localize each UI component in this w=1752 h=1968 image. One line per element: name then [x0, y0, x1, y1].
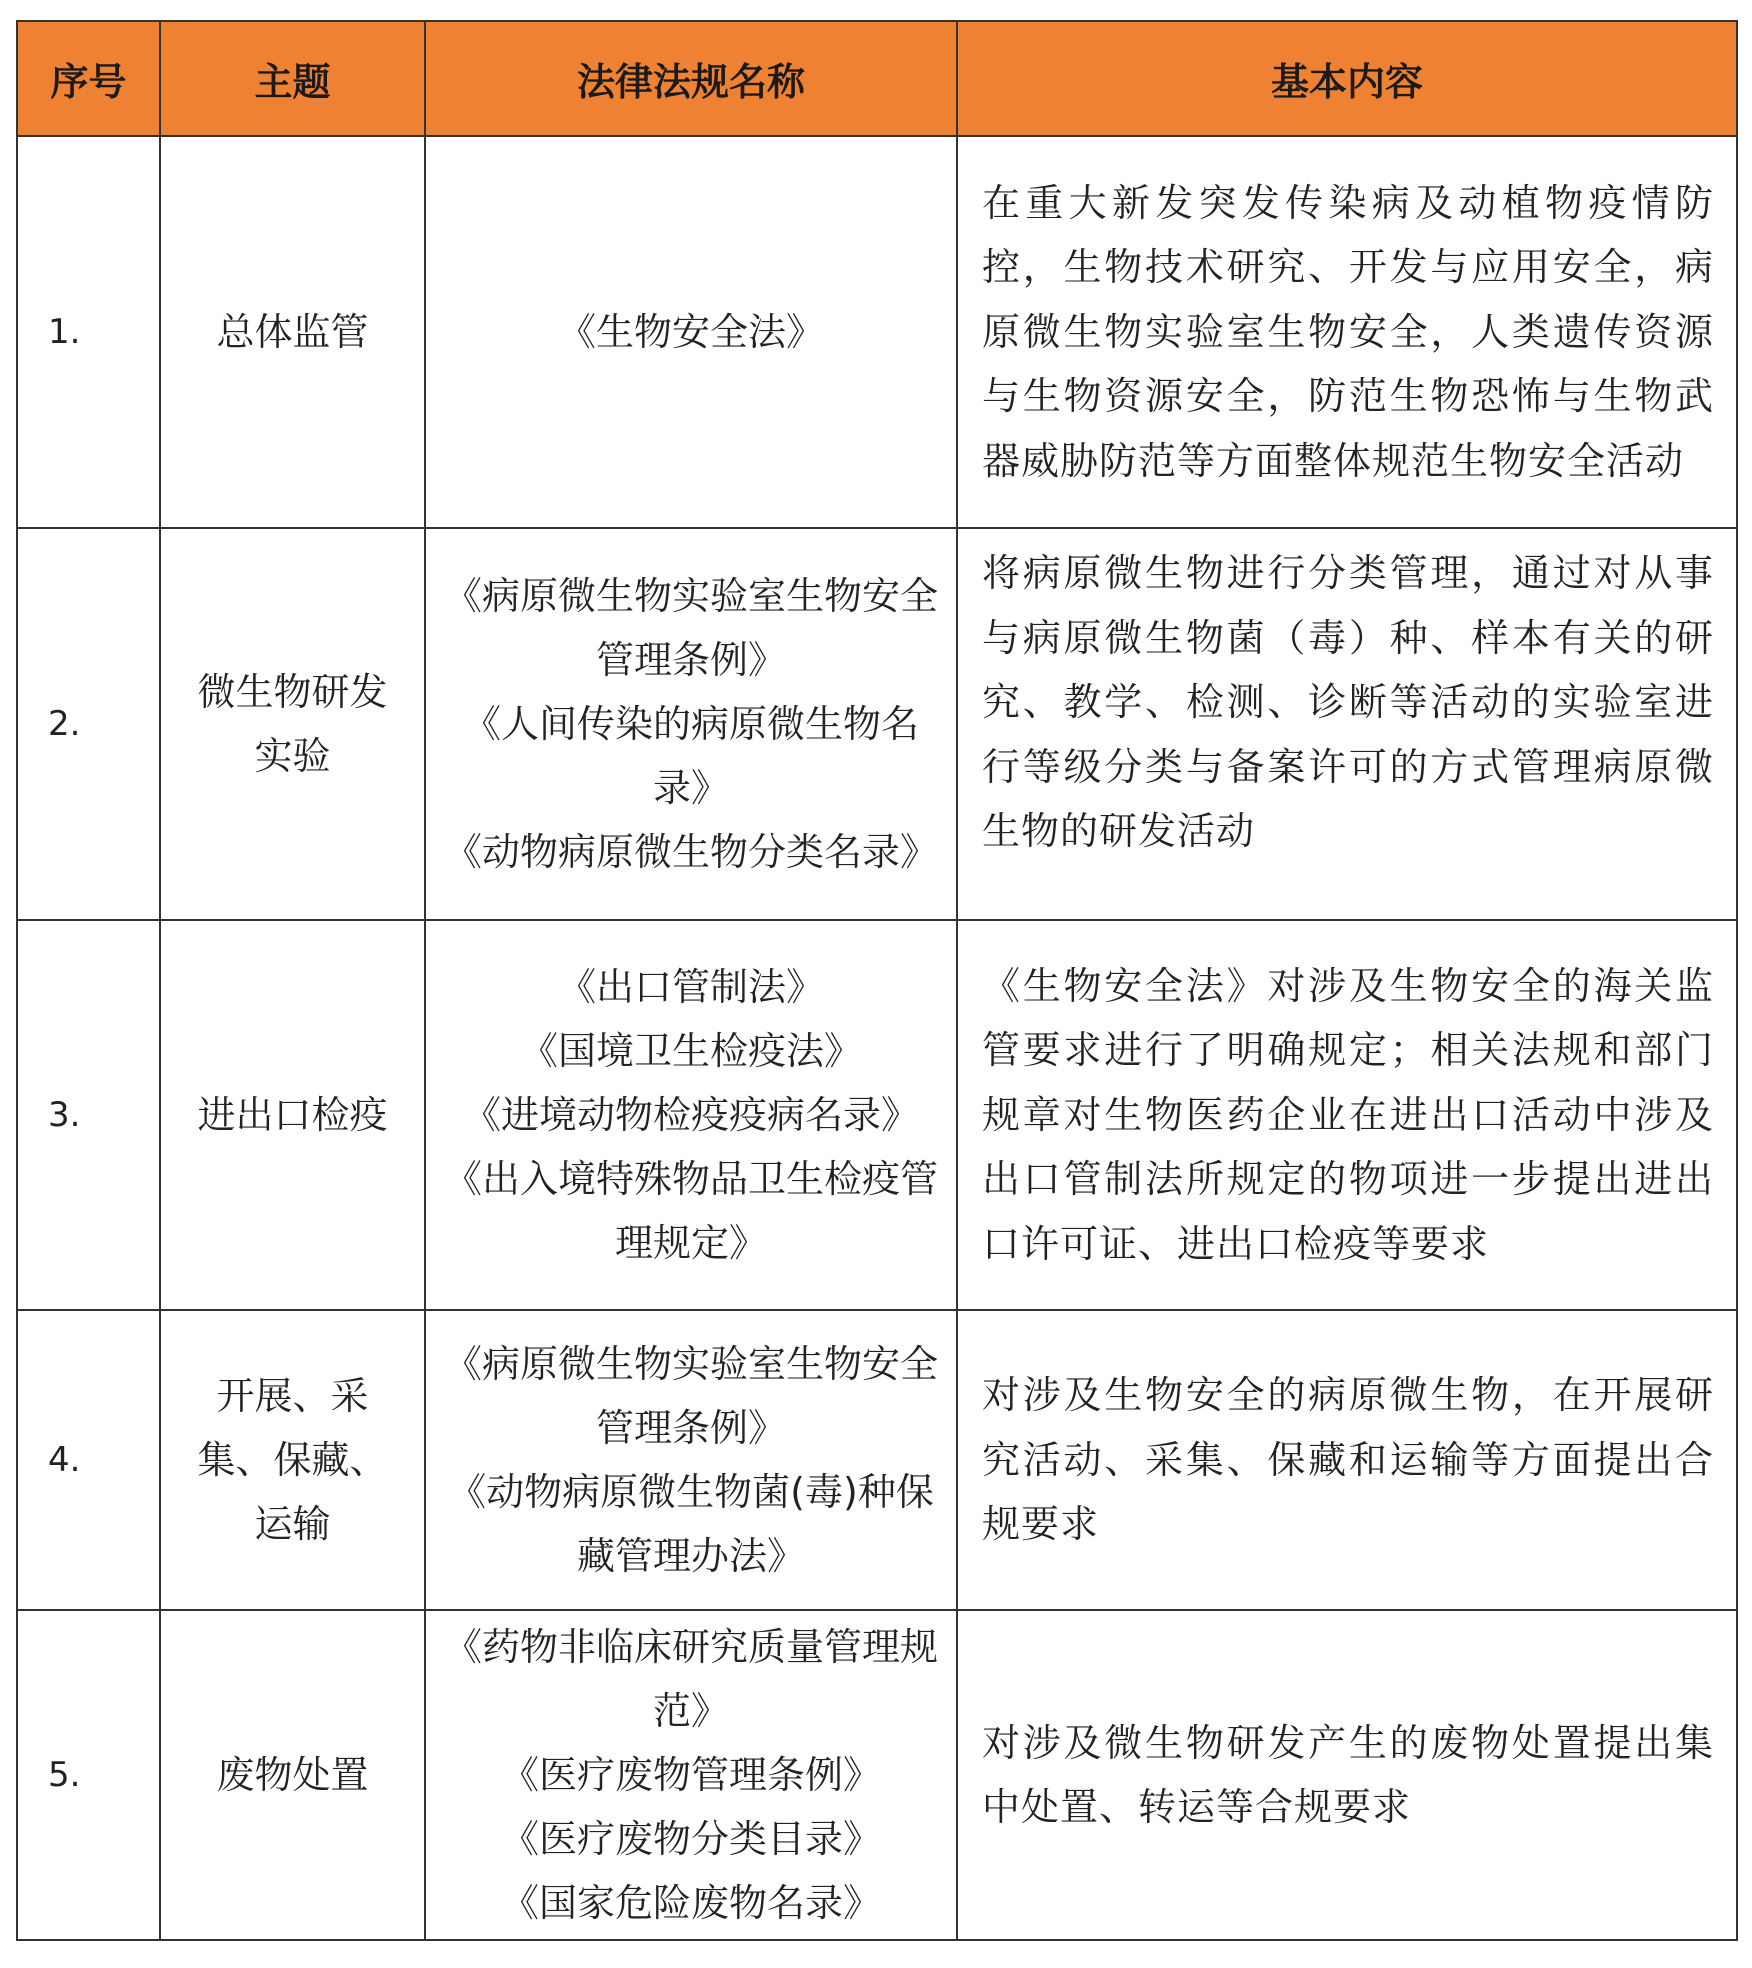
- header-basic-content: 基本内容: [957, 21, 1737, 136]
- topic-cell: 进出口检疫: [160, 920, 425, 1310]
- law-name: 《国家危险废物名录》: [500, 1881, 881, 1925]
- content-cell: 将病原微生物进行分类管理，通过对从事与病原微生物菌（毒）种、样本有关的研究、教学、检测、诊断等活动的实验室进行等级分类与备案许可的方式管理病原微生物的研发活动: [957, 528, 1737, 920]
- serial-number-cell: 1.: [17, 136, 160, 528]
- law-name-cell: [425, 1310, 957, 1610]
- serial-number-cell: 5.: [17, 1610, 160, 1940]
- law-name: 《医疗废物分类目录》: [500, 1817, 881, 1861]
- law-name-cell: [425, 528, 957, 920]
- table-row: [17, 528, 1737, 920]
- content-cell: 《生物安全法》对涉及生物安全的海关监管要求进行了明确规定；相关法规和部门规章对生物医药企业在进出口活动中涉及出口管制法所规定的物项进一步提出进出口许可证、进出口检疫等要求: [957, 920, 1737, 1310]
- regulation-table: [16, 20, 1738, 1941]
- law-name: 《病原微生物实验室生物安全管理条例》: [444, 1342, 939, 1450]
- content-cell: 在重大新发突发传染病及动植物疫情防控，生物技术研究、开发与应用安全，病原微生物实验室生物安全，人类遗传资源与生物资源安全，防范生物恐怖与生物武器威胁防范等方面整体规范生物安全活动: [957, 136, 1737, 528]
- law-name: 《医疗废物管理条例》: [500, 1753, 881, 1797]
- topic-cell: [160, 528, 425, 920]
- table-row: [17, 136, 1737, 528]
- serial-number-cell: 3.: [17, 920, 160, 1310]
- topic-text: 微生物研发实验: [197, 670, 388, 778]
- header-topic: 主题: [160, 21, 425, 136]
- law-name: 《出入境特殊物品卫生检疫管理规定》: [444, 1157, 939, 1265]
- content-cell: 对涉及微生物研发产生的废物处置提出集中处置、转运等合规要求: [957, 1610, 1737, 1940]
- law-name: 《生物安全法》: [557, 310, 824, 354]
- law-name: 《动物病原微生物菌(毒)种保藏管理办法》: [448, 1470, 934, 1578]
- law-name-cell: [425, 136, 957, 528]
- table-row: [17, 1310, 1737, 1610]
- law-name-cell: [425, 1610, 957, 1940]
- header-serial-number: 序号: [17, 21, 160, 136]
- table-row: [17, 920, 1737, 1310]
- law-name: 《动物病原微生物分类名录》: [444, 830, 939, 874]
- content-cell: 对涉及生物安全的病原微生物，在开展研究活动、采集、保藏和运输等方面提出合规要求: [957, 1310, 1737, 1610]
- law-name: 《进境动物检疫疫病名录》: [462, 1093, 919, 1137]
- law-name: 《国境卫生检疫法》: [519, 1029, 862, 1073]
- header-law-name: 法律法规名称: [425, 21, 957, 136]
- law-name: 《病原微生物实验室生物安全管理条例》: [444, 574, 939, 682]
- topic-cell: [160, 1310, 425, 1610]
- serial-number-cell: 4.: [17, 1310, 160, 1610]
- table-row: [17, 1610, 1737, 1940]
- law-name: 《人间传染的病原微生物名录》: [462, 702, 919, 810]
- table-header-row: [17, 21, 1737, 136]
- law-name: 《药物非临床研究质量管理规范》: [444, 1625, 939, 1733]
- topic-text: 开展、采集、保藏、运输: [197, 1374, 388, 1546]
- topic-cell: 总体监管: [160, 136, 425, 528]
- topic-cell: 废物处置: [160, 1610, 425, 1940]
- law-name: 《出口管制法》: [557, 965, 824, 1009]
- serial-number-cell: 2.: [17, 528, 160, 920]
- law-name-cell: [425, 920, 957, 1310]
